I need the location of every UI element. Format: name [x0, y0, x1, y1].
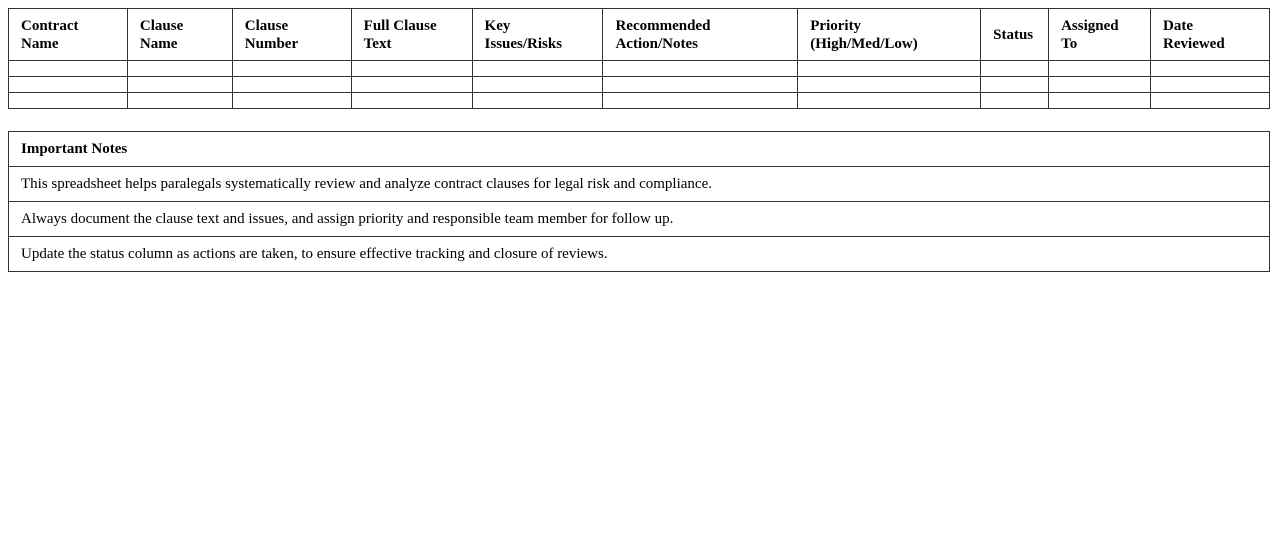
table-cell[interactable]	[127, 77, 232, 93]
header-date-reviewed: Date Reviewed	[1151, 9, 1270, 61]
table-cell[interactable]	[1049, 61, 1151, 77]
table-cell[interactable]	[351, 77, 472, 93]
table-row	[9, 77, 1270, 93]
table-cell[interactable]	[1049, 93, 1151, 109]
table-cell[interactable]	[351, 93, 472, 109]
header-priority: Priority (High/Med/Low)	[798, 9, 981, 61]
table-cell[interactable]	[798, 61, 981, 77]
header-clause-name: Clause Name	[127, 9, 232, 61]
table-cell[interactable]	[9, 93, 128, 109]
table-cell[interactable]	[603, 77, 798, 93]
important-notes-table	[8, 131, 1270, 272]
header-recommended-action: Recommended Action/Notes	[603, 9, 798, 61]
table-cell[interactable]	[232, 77, 351, 93]
contract-review-table	[8, 8, 1270, 109]
note-line: Update the status column as actions are taken, to ensure effective tracking and closure of reviews.	[9, 237, 1270, 272]
table-cell[interactable]	[232, 61, 351, 77]
note-line: Always document the clause text and issues, and assign priority and responsible team member for follow up.	[9, 202, 1270, 237]
table-cell[interactable]	[1151, 61, 1270, 77]
table-row	[9, 61, 1270, 77]
table-cell[interactable]	[798, 77, 981, 93]
table-cell[interactable]	[981, 61, 1049, 77]
header-key-issues: Key Issues/Risks	[472, 9, 603, 61]
header-status: Status	[981, 9, 1049, 61]
table-cell[interactable]	[798, 93, 981, 109]
header-full-clause-text: Full Clause Text	[351, 9, 472, 61]
table-cell[interactable]	[603, 61, 798, 77]
table-cell[interactable]	[472, 61, 603, 77]
header-contract-name: Contract Name	[9, 9, 128, 61]
table-cell[interactable]	[1151, 77, 1270, 93]
table-cell[interactable]	[232, 93, 351, 109]
table-cell[interactable]	[9, 77, 128, 93]
table-row	[9, 93, 1270, 109]
note-line: This spreadsheet helps paralegals systematically review and analyze contract clauses for legal risk and compliance.	[9, 167, 1270, 202]
table-cell[interactable]	[603, 93, 798, 109]
table-cell[interactable]	[981, 93, 1049, 109]
table-cell[interactable]	[127, 93, 232, 109]
table-cell[interactable]	[127, 61, 232, 77]
header-assigned-to: Assigned To	[1049, 9, 1151, 61]
header-row	[9, 9, 1270, 61]
table-cell[interactable]	[472, 77, 603, 93]
table-cell[interactable]	[472, 93, 603, 109]
table-cell[interactable]	[981, 77, 1049, 93]
table-cell[interactable]	[351, 61, 472, 77]
notes-title: Important Notes	[9, 132, 1270, 167]
table-cell[interactable]	[1049, 77, 1151, 93]
table-cell[interactable]	[1151, 93, 1270, 109]
header-clause-number: Clause Number	[232, 9, 351, 61]
table-cell[interactable]	[9, 61, 128, 77]
